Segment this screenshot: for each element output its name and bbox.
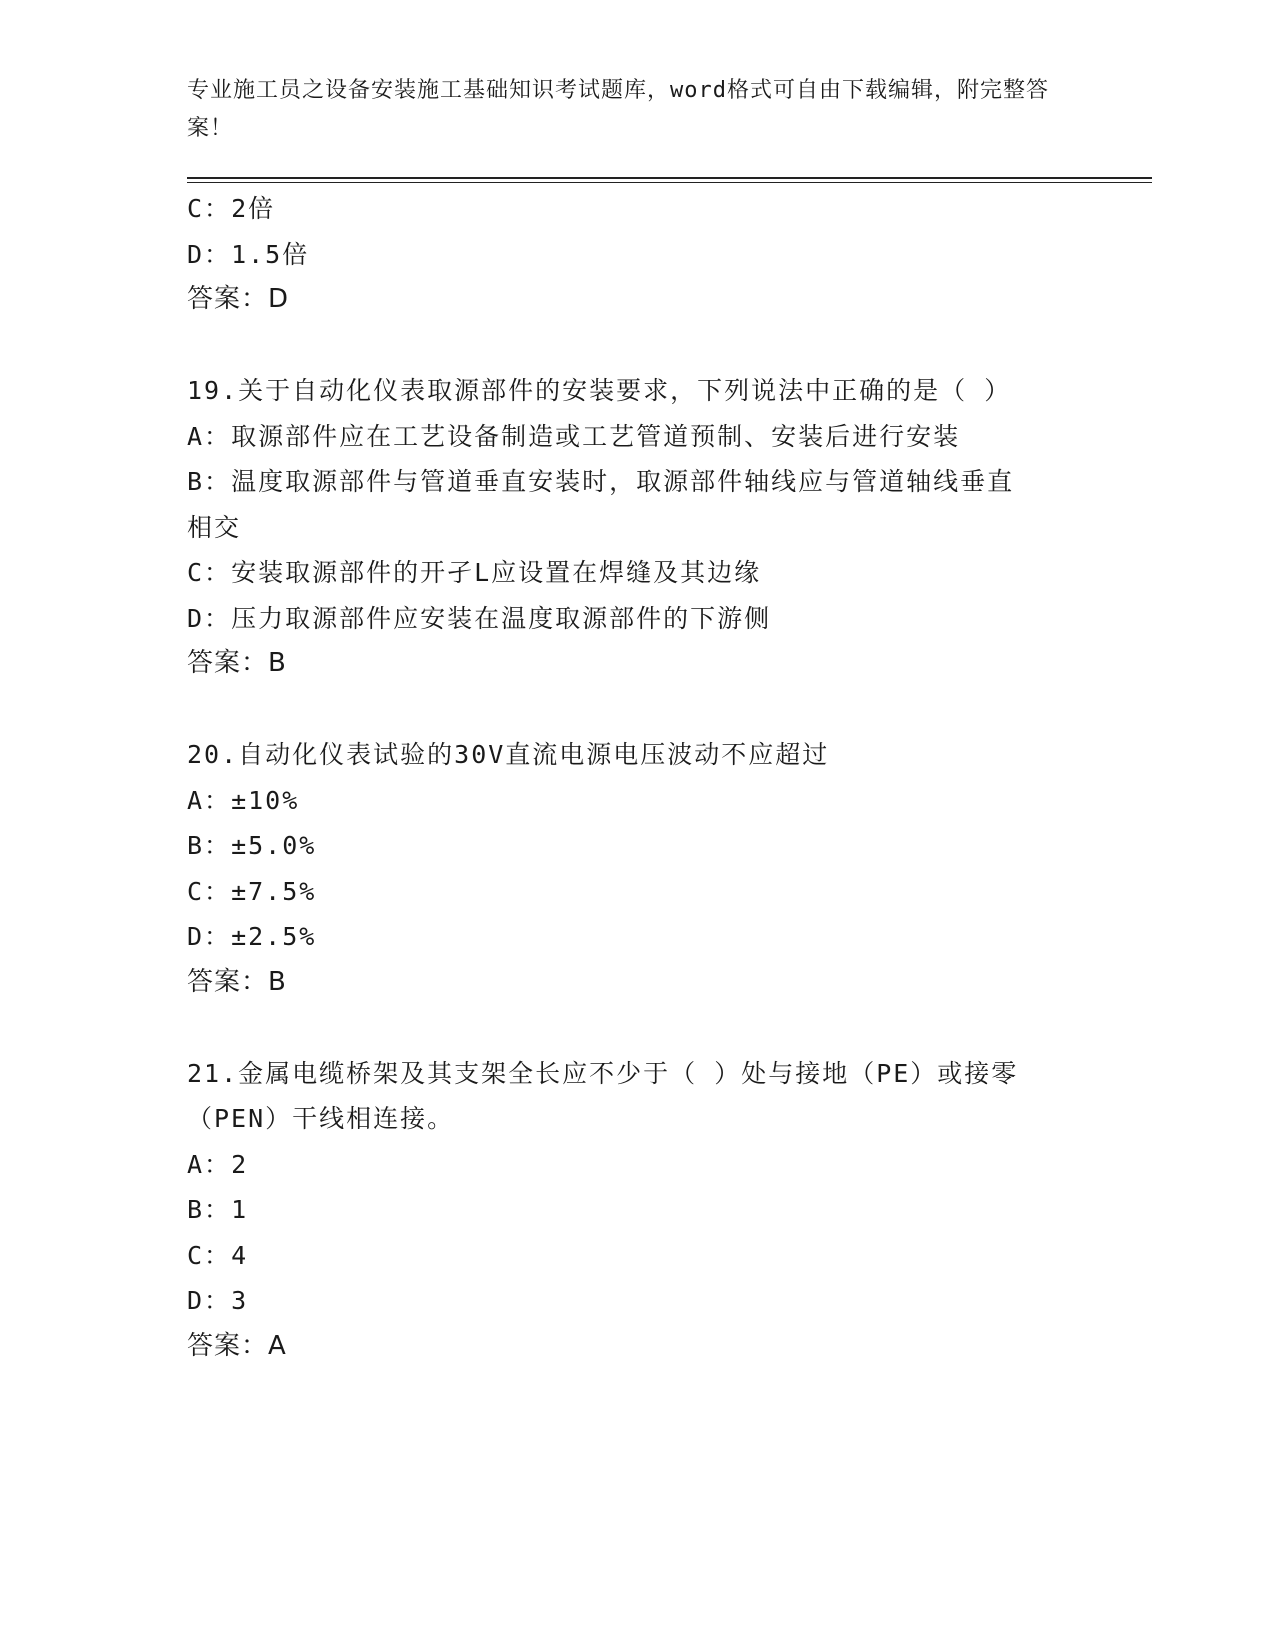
option-text: 1.5倍 — [231, 239, 310, 269]
question-number: 21. — [187, 1058, 239, 1088]
option-letter: D： — [187, 603, 232, 633]
option-continuation — [187, 505, 1087, 551]
option-text: ±7.5% — [231, 876, 317, 906]
answer-line: 答案：B — [187, 966, 287, 997]
question-number: 19. — [187, 376, 239, 405]
option-line — [187, 550, 1087, 596]
answer-line: 答案：A — [187, 1330, 287, 1361]
question-text: 关于自动化仪表取源部件的安装要求，下列说法中正确的是（ ） — [238, 376, 1012, 405]
option-letter: A： — [187, 421, 232, 451]
option-letter: D： — [187, 239, 232, 269]
option-text: 安装取源部件的开孑L应设置在焊缝及其边缘 — [231, 558, 762, 587]
header-divider-thin — [187, 182, 1152, 183]
option-text: 相交 — [187, 512, 242, 542]
header-title: 专业施工员之设备安装施工基础知识考试题库，word格式可自由下载编辑，附完整答案！ — [187, 78, 1049, 141]
option-text: 3 — [231, 1286, 249, 1315]
option-letter: C： — [187, 1240, 232, 1270]
option-letter: C： — [187, 194, 232, 223]
question-text: 自动化仪表试验的30V直流电源电压波动不应超过 — [238, 740, 830, 769]
question-stem — [187, 732, 1087, 778]
option-letter: B： — [187, 467, 232, 496]
option-letter: C： — [187, 558, 232, 587]
option-line — [187, 1278, 1087, 1324]
option-line — [187, 414, 1087, 460]
question-19 — [187, 368, 1087, 687]
option-line — [187, 869, 1087, 915]
document-header — [187, 72, 1067, 148]
option-letter: D： — [187, 1286, 232, 1315]
option-text: ±5.0% — [231, 831, 317, 860]
header-divider-thick — [187, 177, 1152, 179]
option-text: 取源部件应在工艺设备制造或工艺管道预制、安装后进行安装 — [231, 421, 961, 451]
option-line — [187, 1233, 1087, 1279]
option-line — [187, 232, 1087, 278]
option-text: ±2.5% — [231, 922, 317, 951]
spacer — [187, 687, 1087, 733]
question-text: （PEN）干线相连接。 — [187, 1104, 455, 1133]
option-line — [187, 1187, 1087, 1233]
option-text: 4 — [231, 1240, 249, 1270]
option-text: 温度取源部件与管道垂直安装时，取源部件轴线应与管道轴线垂直 — [231, 467, 1015, 496]
question-number: 20. — [187, 740, 239, 769]
option-text: 2 — [231, 1149, 249, 1179]
option-text: 压力取源部件应安装在温度取源部件的下游侧 — [231, 603, 772, 633]
question-content — [187, 186, 1087, 1369]
question-stem — [187, 368, 1087, 414]
option-line — [187, 914, 1087, 960]
option-letter: B： — [187, 1195, 232, 1224]
option-text: 1 — [231, 1195, 249, 1224]
option-line — [187, 1142, 1087, 1188]
spacer — [187, 323, 1087, 369]
option-letter: D： — [187, 922, 232, 951]
option-letter: C： — [187, 876, 232, 906]
option-line — [187, 186, 1087, 232]
option-text: 2倍 — [231, 194, 276, 223]
answer-line: 答案：B — [187, 648, 287, 678]
question-stem — [187, 1051, 1087, 1097]
option-line — [187, 459, 1087, 505]
answer-line: 答案：D — [187, 284, 290, 314]
option-letter: A： — [187, 1149, 232, 1179]
question-stem-continuation — [187, 1096, 1087, 1142]
option-line — [187, 596, 1087, 642]
option-line — [187, 823, 1087, 869]
option-letter: A： — [187, 785, 232, 815]
option-line — [187, 778, 1087, 824]
spacer — [187, 1005, 1087, 1051]
question-20 — [187, 732, 1087, 1005]
question-21 — [187, 1051, 1087, 1370]
option-text: ±10% — [231, 785, 300, 815]
question-text: 金属电缆桥架及其支架全长应不少于（ ）处与接地（PE）或接零 — [238, 1058, 1019, 1088]
question-fragment — [187, 186, 1087, 323]
option-letter: B： — [187, 831, 232, 860]
